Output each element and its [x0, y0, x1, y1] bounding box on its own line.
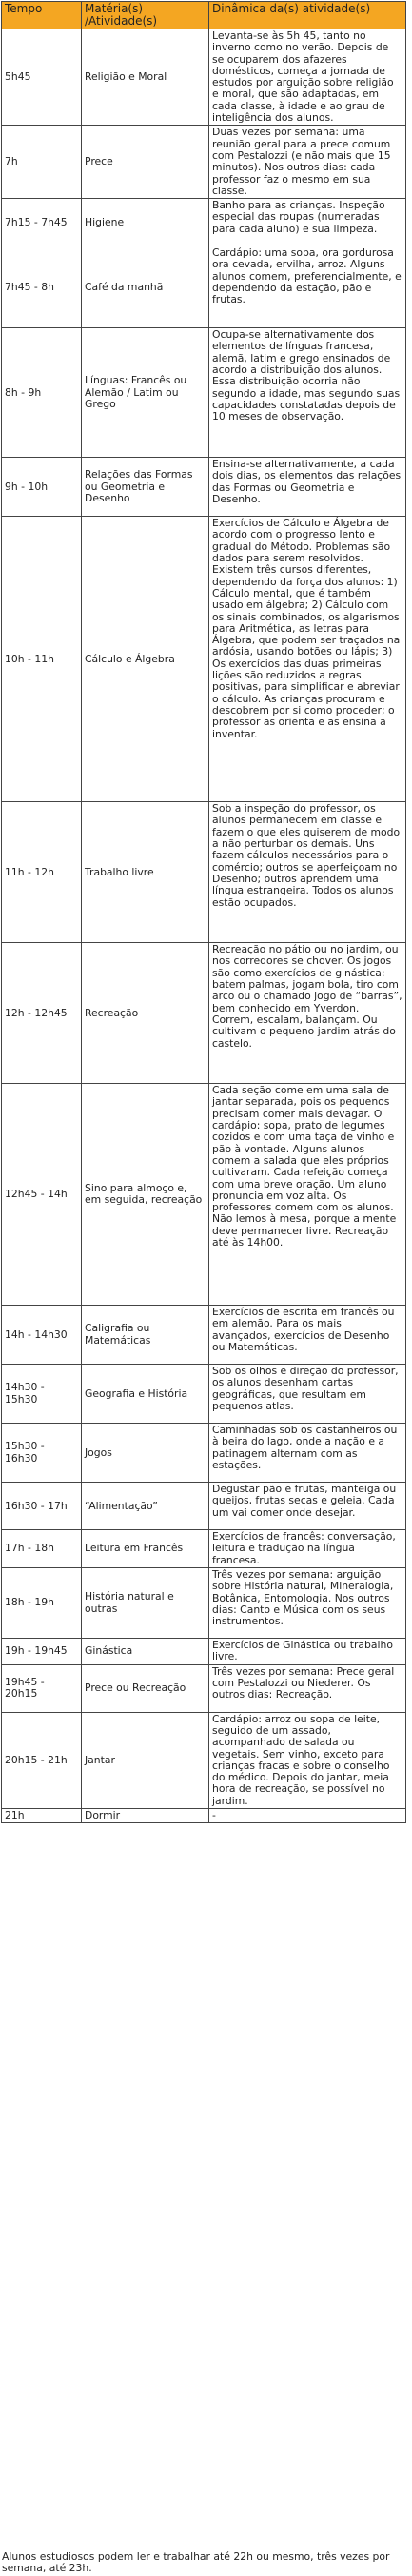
- header-dynamics: Dinâmica da(s) atividade(s): [209, 2, 406, 29]
- table-row: [2, 1568, 406, 1639]
- time-cell: 14h30 - 15h30: [2, 1365, 82, 1424]
- description-cell: Ensina-se alternativamente, a cada dois dias, os elementos das relações das Formas ou Geometria e Desenho.: [209, 458, 406, 517]
- time-cell: 8h - 9h: [2, 328, 82, 458]
- time-cell: 9h - 10h: [2, 458, 82, 517]
- table-row: [2, 1306, 406, 1365]
- time-cell: 21h: [2, 1809, 82, 1823]
- subject-cell: Higiene: [82, 199, 209, 246]
- header-subject: Matéria(s) /Atividade(s): [82, 2, 209, 29]
- description-cell: Degustar pão e frutas, manteiga ou queijos, frutas secas e geleia. Cada um vai comer onde desejar.: [209, 1483, 406, 1530]
- subject-cell: Religião e Moral: [82, 29, 209, 126]
- time-cell: 12h45 - 14h: [2, 1084, 82, 1306]
- table-row: [2, 1365, 406, 1424]
- subject-cell: Prece: [82, 126, 209, 199]
- table-row: [2, 1483, 406, 1530]
- description-cell: Levanta-se às 5h 45, tanto no inverno como no verão. Depois de se ocuparem dos afazeres domésticos, começa a jornada de estudos por arguição sobre religião e moral, que são adaptadas, em cada classe, à idade e ao grau de inteligência dos alunos.: [209, 29, 406, 126]
- description-cell: -: [209, 1809, 406, 1823]
- time-cell: 18h - 19h: [2, 1568, 82, 1639]
- description-cell: Banho para as crianças. Inspeção especial das roupas (numeradas para cada aluno) e sua limpeza.: [209, 199, 406, 246]
- subject-cell: Prece ou Recreação: [82, 1664, 209, 1712]
- table-row: [2, 1084, 406, 1306]
- table-row: [2, 328, 406, 458]
- description-cell: Duas vezes por semana: uma reunião geral para a prece comum com Pestalozzi (e não mais que 15 minutos). Nos outros dias: cada professor faz o mesmo em sua classe.: [209, 126, 406, 199]
- time-cell: 7h: [2, 126, 82, 199]
- time-cell: 11h - 12h: [2, 802, 82, 943]
- subject-cell: Jogos: [82, 1424, 209, 1483]
- subject-cell: Trabalho livre: [82, 802, 209, 943]
- description-cell: Exercícios de francês: conversação, leitura e tradução na língua francesa.: [209, 1530, 406, 1568]
- subject-cell: Jantar: [82, 1712, 209, 1808]
- description-cell: Ocupa-se alternativamente dos elementos de línguas francesa, alemã, latim e grego ensinados de acordo a distribuição dos alunos. Essa distribuição ocorria não segundo a idade, mas segundo suas capacidades constatadas depois de 10 meses de observação.: [209, 328, 406, 458]
- subject-cell: “Alimentação”: [82, 1483, 209, 1530]
- time-cell: 20h15 - 21h: [2, 1712, 82, 1808]
- subject-cell: Sino para almoço e, em seguida, recreação: [82, 1084, 209, 1306]
- subject-cell: Recreação: [82, 943, 209, 1084]
- description-cell: Três vezes por semana: Prece geral com Pestalozzi ou Niederer. Os outros dias: Recreação.: [209, 1664, 406, 1712]
- subject-cell: Caligrafia ou Matemáticas: [82, 1306, 209, 1365]
- description-cell: Cardápio: arroz ou sopa de leite, seguido de um assado, acompanhado de salada ou vegetais. Sem vinho, exceto para crianças fracas e sobre o conselho do médico. Depois do jantar, meia hora de recreação, se possível no jardim.: [209, 1712, 406, 1808]
- description-cell: Exercícios de Ginástica ou trabalho livre.: [209, 1639, 406, 1665]
- description-cell: Caminhadas sob os castanheiros ou à beira do lago, onde a nação e a patinagem alternam com as estações.: [209, 1424, 406, 1483]
- time-cell: 14h - 14h30: [2, 1306, 82, 1365]
- table-row: [2, 517, 406, 802]
- subject-cell: Geografia e História: [82, 1365, 209, 1424]
- table-row: [2, 1530, 406, 1568]
- description-cell: Recreação no pátio ou no jardim, ou nos corredores se chover. Os jogos são como exercícios de ginástica: batem palmas, jogam bola, tiro com arco ou o chamado jogo de “barras”, bem conhecido em Yverdon. Correm, escalam, balançam. Ou cultivam o pequeno jardim atrás do castelo.: [209, 943, 406, 1084]
- table-row: [2, 126, 406, 199]
- header-row: [2, 2, 406, 29]
- table-row: [2, 1424, 406, 1483]
- description-cell: Sob a inspeção do professor, os alunos permanecem em classe e fazem o que eles quiserem de modo a não perturbar os demais. Uns fazem cálculos necessários para o comércio; outros se aperfeiçoam no Desenho; outros aprendem uma língua estrangeira. Todos os alunos estão ocupados.: [209, 802, 406, 943]
- time-cell: 10h - 11h: [2, 517, 82, 802]
- table-row: [2, 802, 406, 943]
- subject-cell: Dormir: [82, 1809, 209, 1823]
- table-row: [2, 458, 406, 517]
- table-row: [2, 1809, 406, 1823]
- time-cell: 19h - 19h45: [2, 1639, 82, 1665]
- table-row: [2, 1639, 406, 1665]
- description-cell: Cada seção come em uma sala de jantar separada, pois os pequenos precisam comer mais devagar. O cardápio: sopa, prato de legumes cozidos e com uma taça de vinho e pão à vontade. Alguns alunos comem a salada que eles próprios cultivaram. Cada refeição começa com uma breve oração. Um aluno pronuncia em voz alta. Os professores comem com os alunos. Não lemos à mesa, porque a mente deve permanecer livre. Recreação até às 14h00.: [209, 1084, 406, 1306]
- subject-cell: Ginástica: [82, 1639, 209, 1665]
- header-time: Tempo: [2, 2, 82, 29]
- table-row: [2, 1664, 406, 1712]
- time-cell: 16h30 - 17h: [2, 1483, 82, 1530]
- description-cell: Sob os olhos e direção do professor, os alunos desenham cartas geográficas, que resultam em pequenos atlas.: [209, 1365, 406, 1424]
- time-cell: 19h45 - 20h15: [2, 1664, 82, 1712]
- table-row: [2, 199, 406, 246]
- time-cell: 5h45: [2, 29, 82, 126]
- description-cell: Cardápio: uma sopa, ora gordurosa ora cevada, ervilha, arroz. Alguns alunos comem, preferencialmente, e dependendo da estação, pão e frutas.: [209, 246, 406, 328]
- description-cell: Exercícios de Cálculo e Álgebra de acordo com o progresso lento e gradual do Método. Problemas são dados para serem resolvidos. Existem três cursos diferentes, dependendo da força dos alunos: 1) Cálculo mental, que é também usado em álgebra; 2) Cálculo com os sinais combinados, os algarismos para Aritmética, as letras para Álgebra, que podem ser traçados na ardósia, usando botões ou lápis; 3) Os exercícios das duas primeiras lições são reduzidos a regras positivas, para simplificar e abreviar o cálculo. As crianças procuram e descobrem por si como proceder; o professor as orienta e as ensina a inventar.: [209, 517, 406, 802]
- subject-cell: Leitura em Francês: [82, 1530, 209, 1568]
- table-row: [2, 943, 406, 1084]
- time-cell: 17h - 18h: [2, 1530, 82, 1568]
- footnote: Alunos estudiosos podem ler e trabalhar até 22h ou mesmo, três vezes por semana, até 23h.: [2, 2550, 390, 2575]
- table-row: [2, 1712, 406, 1808]
- subject-cell: História natural e outras: [82, 1568, 209, 1639]
- description-cell: Exercícios de escrita em francês ou em alemão. Para os mais avançados, exercícios de Desenho ou Matemáticas.: [209, 1306, 406, 1365]
- time-cell: 7h45 - 8h: [2, 246, 82, 328]
- subject-cell: Relações das Formas ou Geometria e Desenho: [82, 458, 209, 517]
- time-cell: 7h15 - 7h45: [2, 199, 82, 246]
- table-row: [2, 246, 406, 328]
- description-cell: Três vezes por semana: arguição sobre História natural, Mineralogia, Botânica, Entomologia. Nos outros dias: Canto e Música com os seus instrumentos.: [209, 1568, 406, 1639]
- time-cell: 15h30 - 16h30: [2, 1424, 82, 1483]
- subject-cell: Café da manhã: [82, 246, 209, 328]
- time-cell: 12h - 12h45: [2, 943, 82, 1084]
- subject-cell: Cálculo e Álgebra: [82, 517, 209, 802]
- schedule-table: [1, 1, 406, 1823]
- table-row: [2, 29, 406, 126]
- subject-cell: Línguas: Francês ou Alemão / Latim ou Grego: [82, 328, 209, 458]
